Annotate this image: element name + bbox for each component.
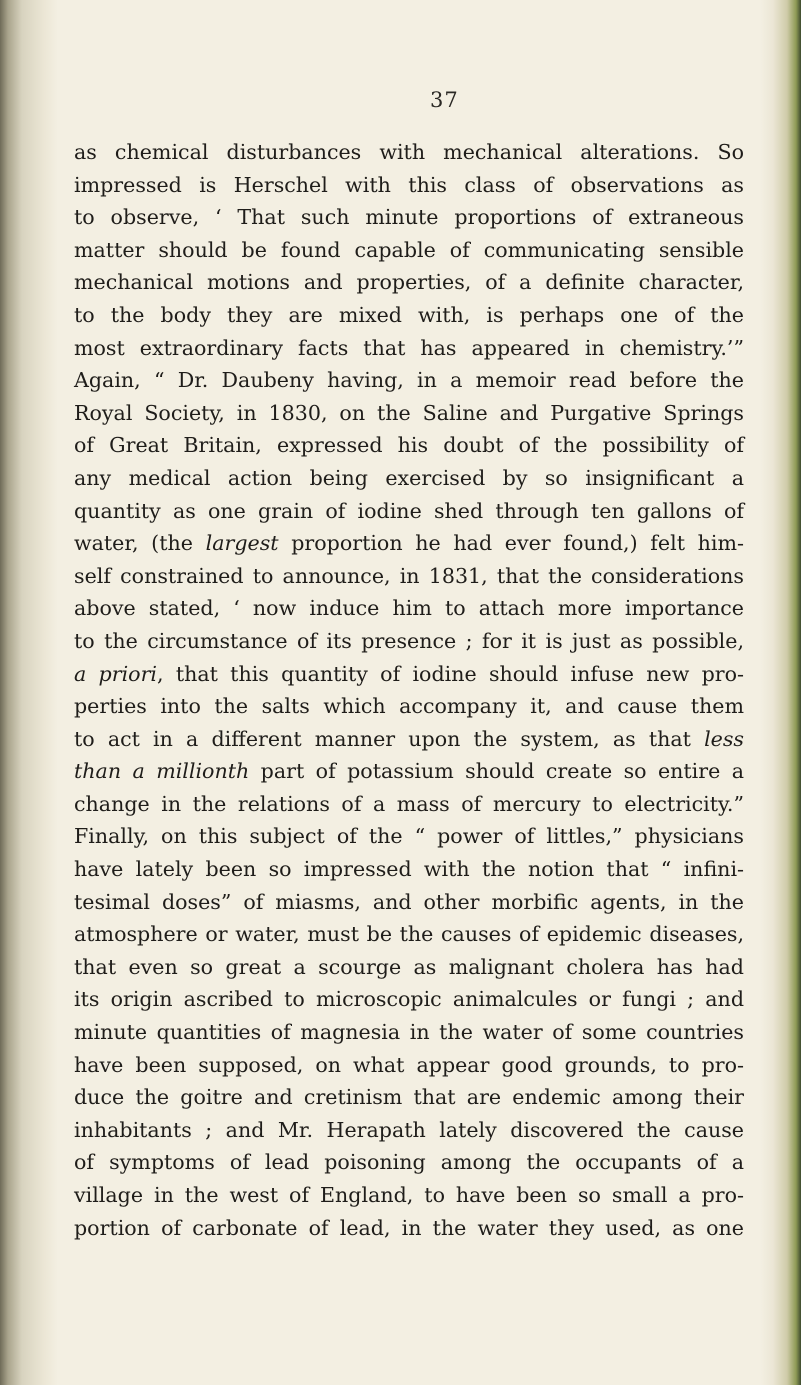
text-line: inhabitants ; and Mr. Herapath lately discovered the cause	[74, 1117, 744, 1142]
text-line: perties into the salts which accompany it, and cause them	[74, 694, 744, 719]
text-line: minute quantities of magnesia in the water of some countries	[74, 1020, 744, 1045]
text-line: any medical action being exercised by so insignificant a	[74, 465, 744, 490]
text-line: tesimal doses” of miasms, and other morbific agents, in the	[74, 889, 744, 914]
text-line: to observe, ‘ That such minute proportions of extraneous	[74, 205, 744, 230]
text-line: of symptoms of lead poisoning among the occupants of a	[74, 1150, 744, 1175]
text-line: change in the relations of a mass of mercury to electricity.”	[74, 791, 744, 816]
text-line: a priori, that this quantity of iodine should infuse new pro-	[74, 661, 744, 686]
text-line: water, (the largest proportion he had ever found,) felt him-	[74, 531, 744, 556]
text-line: than a millionth part of potassium should create so entire a	[74, 759, 744, 784]
text-line: impressed is Herschel with this class of observations as	[74, 172, 744, 197]
text-line: duce the goitre and cretinism that are endemic among their	[74, 1085, 744, 1110]
text-line: to the circumstance of its presence ; for it is just as possible,	[74, 628, 744, 653]
text-line: its origin ascribed to microscopic animalcules or fungi ; and	[74, 987, 744, 1012]
text-line: that even so great a scourge as malignant cholera has had	[74, 954, 744, 979]
page-number: 37	[430, 88, 459, 112]
text-line: Finally, on this subject of the “ power of littles,” physicians	[74, 824, 744, 849]
text-line: as chemical disturbances with mechanical alterations. So	[74, 140, 744, 164]
text-line: Again, “ Dr. Daubeny having, in a memoir read before the	[74, 368, 744, 393]
scan-left-edge	[0, 0, 58, 1385]
text-line: to the body they are mixed with, is perhaps one of the	[74, 302, 744, 327]
text-line: mechanical motions and properties, of a definite character,	[74, 270, 744, 295]
text-line: self constrained to announce, in 1831, that the considerations	[74, 563, 744, 588]
text-line: have lately been so impressed with the notion that “ infini-	[74, 857, 744, 882]
text-line: above stated, ‘ now induce him to attach more importance	[74, 596, 744, 621]
text-line: village in the west of England, to have been so small a pro-	[74, 1183, 744, 1207]
text-line: of Great Britain, expressed his doubt of the possibility of	[74, 433, 744, 458]
text-line: Royal Society, in 1830, on the Saline and Purgative Springs	[74, 400, 744, 425]
page-body	[74, 136, 744, 1244]
text-line: atmosphere or water, must be the causes of epidemic diseases,	[74, 922, 744, 947]
text-line: matter should be found capable of communicating sensible	[74, 237, 744, 262]
text-line: to act in a different manner upon the system, as that less	[74, 726, 744, 751]
text-line: quantity as one grain of iodine shed through ten gallons of	[74, 498, 744, 523]
text-line: most extraordinary facts that has appeared in chemistry.’”	[74, 335, 744, 360]
text-line: have been supposed, on what appear good grounds, to pro-	[74, 1052, 744, 1077]
scan-right-edge	[761, 0, 801, 1385]
text-line: portion of carbonate of lead, in the water they used, as one	[74, 1215, 744, 1240]
